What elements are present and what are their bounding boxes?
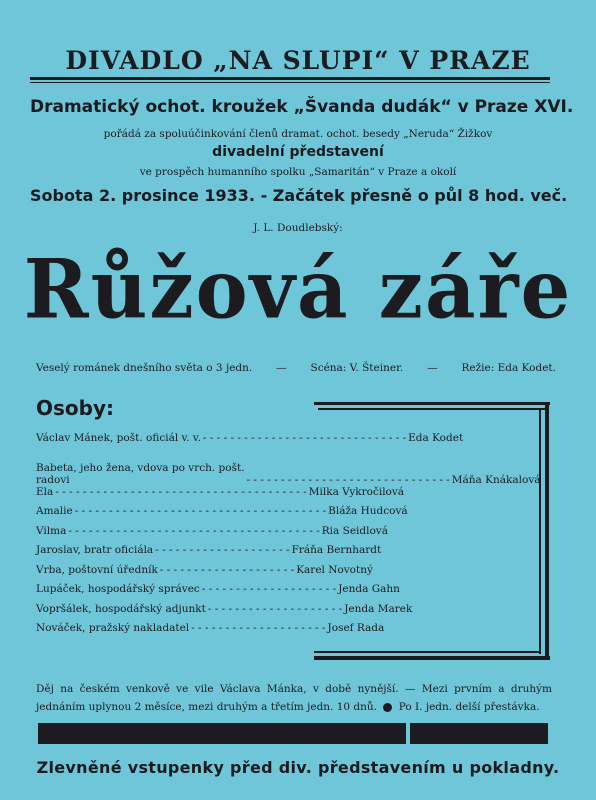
discount-notice: Zlevněné vstupenky před div. představením u pokladny.	[36, 758, 560, 777]
cast-actor: Máňa Knákalová	[451, 473, 541, 486]
cast-actor: Ria Seidlová	[321, 524, 389, 537]
frame-line	[545, 402, 549, 660]
divider-bar	[38, 723, 548, 744]
cast-row	[36, 622, 385, 642]
cast-actor: Jenda Marek	[344, 602, 413, 615]
play-subtitle-line	[36, 362, 556, 374]
cast-role: Nováček, pražský nakladatel	[36, 622, 190, 634]
cast-row	[36, 544, 382, 564]
scene-credit: Scéna: V. Šteiner.	[310, 362, 404, 374]
leader-dots: - - - - - - - - - - - - - - - - - - - - - - - - - - - - - -	[246, 473, 450, 486]
theatre-name: DIVADLO „NA SLUPI“ V PRAZE	[65, 46, 531, 75]
cast-actor: Josef Rada	[327, 622, 385, 634]
bullet-icon	[383, 703, 392, 712]
play-author: J. L. Doudlebský:	[253, 222, 343, 234]
leader-dots: - - - - - - - - - - - - - - - - - - - -	[191, 622, 326, 634]
cast-row	[36, 563, 373, 584]
cast-row	[36, 505, 408, 525]
cast-role: Ela	[36, 485, 54, 498]
cast-role-cont: radovi	[36, 473, 70, 486]
cast-actor: Fráňa Bernhardt	[291, 544, 382, 556]
leader-dots: - - - - - - - - - - - - - - - - - - - - - - - - - - - - - - - - - - - - -	[68, 524, 320, 537]
leader-dots: - - - - - - - - - - - - - - - - - - - -	[155, 544, 290, 556]
dash: —	[427, 362, 438, 374]
cast-row	[36, 485, 405, 506]
cast-role: Jaroslav, bratr oficiála	[36, 544, 154, 556]
cast-role: Vopršálek, hospodářský adjunkt	[36, 602, 206, 615]
cast-role: Lupáček, hospodářský správec	[36, 583, 200, 595]
cast-row	[36, 524, 389, 545]
cast-role: Amalie	[36, 505, 73, 517]
cast-actor: Jenda Gahn	[338, 583, 400, 595]
cast-heading: Osoby:	[36, 396, 114, 420]
leader-dots: - - - - - - - - - - - - - - - - - - - -	[201, 583, 337, 595]
leader-dots: - - - - - - - - - - - - - - - - - - - -	[159, 563, 295, 576]
frame-line	[314, 656, 550, 660]
cast-role: Vrba, poštovní úředník	[36, 563, 158, 576]
leader-dots: - - - - - - - - - - - - - - - - - - - - - - - - - - - - - - - - - - - - -	[74, 505, 327, 517]
cast-actor: Bláža Hudcová	[328, 505, 408, 517]
cast-row	[36, 432, 464, 452]
cast-row	[36, 452, 541, 486]
header-rule-thin	[30, 82, 550, 83]
cast-row	[36, 602, 413, 623]
performance-label: divadelní představení	[212, 144, 384, 160]
director-credit: Režie: Eda Kodet.	[461, 362, 556, 374]
charity-line: ve prospěch humanního spolku „Samaritán“ v Praze a okolí	[139, 166, 457, 178]
cast-role: Václav Mánek, pošt. oficiál v. v.	[36, 432, 201, 444]
dash: —	[276, 362, 287, 374]
frame-line	[318, 408, 546, 410]
cast-actor: Eda Kodet	[408, 432, 464, 444]
cast-role: Babeta, jeho žena, vdova po vrch. pošt.	[36, 461, 245, 474]
intermission-note: Po I. jedn. delší přestávka.	[398, 701, 540, 713]
frame-line	[314, 402, 550, 405]
cast-row	[36, 583, 400, 603]
cast-role: Vilma	[36, 524, 67, 537]
story-note	[36, 680, 552, 716]
cast-actor: Milka Vykročilová	[308, 485, 405, 498]
frame-line	[539, 410, 541, 654]
leader-dots: - - - - - - - - - - - - - - - - - - - - - - - - - - - - - -	[202, 432, 407, 444]
cast-actor: Karel Novotný	[296, 563, 373, 576]
play-title: Růžová záře	[23, 241, 573, 338]
organizer-line: pořádá za spoluúčinkování členů dramat. ochot. besedy „Neruda“ Žižkov	[103, 128, 493, 140]
club-name: Dramatický ochot. kroužek „Švanda dudák“ v Praze XVI.	[30, 97, 574, 117]
header-rule	[30, 77, 550, 80]
frame-line	[314, 651, 541, 653]
leader-dots: - - - - - - - - - - - - - - - - - - - - - - - - - - - - - - - - - - - - -	[55, 485, 307, 498]
performance-date: Sobota 2. prosince 1933. - Začátek přesně o půl 8 hod. več.	[30, 186, 568, 205]
cast-list	[36, 432, 541, 642]
play-subtitle: Veselý románek dnešního světa o 3 jedn.	[36, 362, 253, 374]
leader-dots: - - - - - - - - - - - - - - - - - - - -	[207, 602, 343, 615]
story-text: Děj na českém venkově ve vile Václava Mánka, v době nynější. — Mezi prvním a druhým jednáním uplynou 2 měsíce, mezi druhým a třetím jedn. 10 dnů.	[36, 683, 552, 713]
